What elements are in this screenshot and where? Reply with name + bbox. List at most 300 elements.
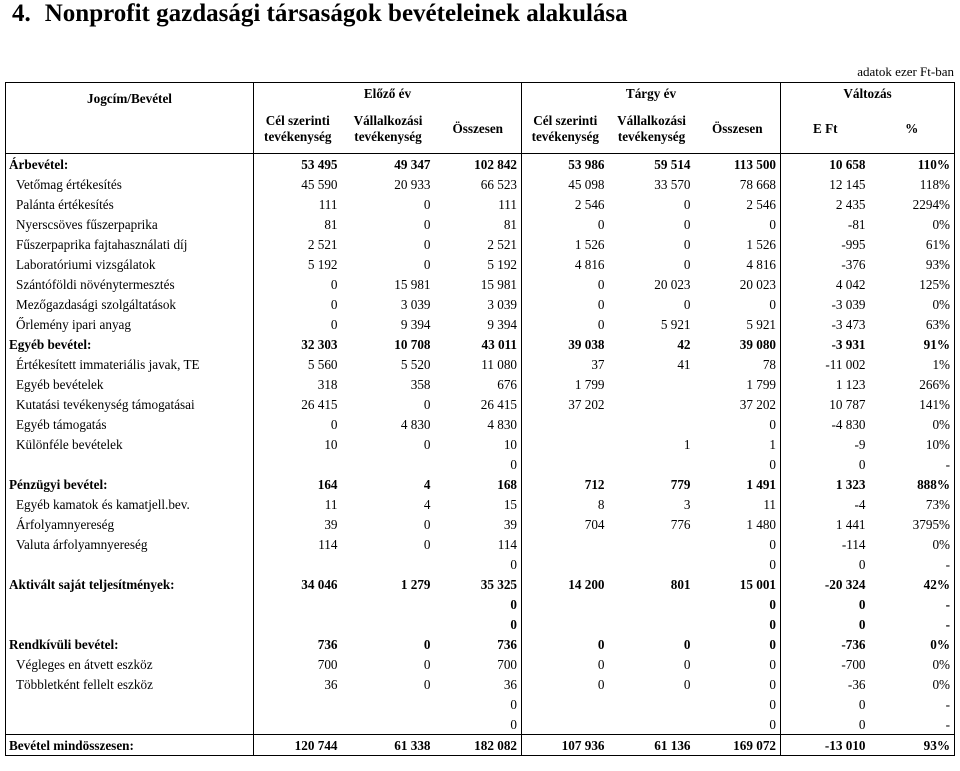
cell-prev-total: 111 bbox=[435, 194, 522, 214]
cell-change-eft: -13 010 bbox=[781, 735, 870, 756]
cell-curr-total: 169 072 bbox=[695, 735, 781, 756]
cell-change-eft: 12 145 bbox=[829, 176, 866, 192]
row-label: Egyéb kamatok és kamatjell.bev. bbox=[6, 494, 254, 514]
row-label: Végleges en átvett eszköz bbox=[6, 654, 254, 674]
cell-change-pct: - bbox=[870, 454, 955, 474]
cell-prev-vall: 4 830 bbox=[400, 416, 431, 432]
revenue-table bbox=[5, 82, 955, 756]
cell-prev-total: 39 bbox=[435, 514, 522, 534]
cell-change-pct: 0% bbox=[870, 294, 955, 314]
cell-curr-cel: 14 200 bbox=[568, 576, 605, 592]
cell-curr-cel: 45 098 bbox=[568, 176, 605, 192]
table-row bbox=[6, 614, 955, 634]
cell-prev-total: 5 192 bbox=[435, 254, 522, 274]
table-row bbox=[6, 554, 955, 574]
cell-prev-cel: 10 bbox=[324, 436, 338, 452]
cell-curr-vall: 801 bbox=[670, 576, 691, 592]
cell-curr-vall: 0 bbox=[683, 256, 691, 272]
table-row bbox=[6, 374, 955, 394]
cell-prev-cel bbox=[254, 694, 342, 714]
cell-curr-cel bbox=[522, 434, 609, 454]
row-label bbox=[6, 454, 254, 474]
cell-change-pct: 0% bbox=[870, 534, 955, 554]
cell-curr-cel bbox=[522, 534, 609, 554]
row-label: Egyéb bevétel: bbox=[6, 334, 254, 354]
header-curr-vall: Vállalkozási tevékenység bbox=[609, 105, 695, 154]
header-prev-cel: Cél szerinti tevékenység bbox=[254, 105, 342, 154]
cell-change-pct: 888% bbox=[870, 474, 955, 494]
cell-change-eft: -36 bbox=[847, 676, 866, 692]
cell-curr-total: 1 526 bbox=[695, 234, 781, 254]
cell-curr-total: 0 bbox=[695, 554, 781, 574]
cell-prev-cel: 164 bbox=[317, 476, 338, 492]
cell-prev-total: 0 bbox=[435, 594, 522, 614]
cell-prev-cel: 26 415 bbox=[301, 396, 338, 412]
cell-curr-total: 0 bbox=[695, 674, 781, 694]
cell-curr-cel: 0 bbox=[597, 316, 605, 332]
cell-change-eft: 0 bbox=[858, 456, 866, 472]
cell-curr-vall: 779 bbox=[670, 476, 691, 492]
cell-curr-cel: 39 038 bbox=[568, 336, 605, 352]
cell-curr-vall: 0 bbox=[683, 296, 691, 312]
cell-curr-total: 4 816 bbox=[695, 254, 781, 274]
cell-prev-cel: 34 046 bbox=[301, 576, 338, 592]
cell-change-eft: 0 bbox=[858, 716, 866, 732]
cell-curr-total: 37 202 bbox=[695, 394, 781, 414]
row-label: Fűszerpaprika fajtahasználati díj bbox=[6, 234, 254, 254]
cell-prev-cel: 36 bbox=[324, 676, 338, 692]
cell-curr-vall: 41 bbox=[677, 356, 691, 372]
cell-prev-vall bbox=[342, 694, 435, 714]
cell-prev-total: 43 011 bbox=[435, 334, 522, 354]
cell-prev-vall: 0 bbox=[423, 196, 431, 212]
cell-change-eft: -376 bbox=[841, 256, 866, 272]
cell-change-eft: 4 042 bbox=[835, 276, 866, 292]
cell-prev-cel bbox=[254, 454, 342, 474]
cell-curr-vall: 0 bbox=[683, 656, 691, 672]
cell-prev-total: 10 bbox=[435, 434, 522, 454]
cell-prev-vall: 0 bbox=[423, 676, 431, 692]
cell-curr-cel: 0 bbox=[597, 636, 605, 652]
cell-change-pct: - bbox=[870, 594, 955, 614]
cell-change-pct: 10% bbox=[870, 434, 955, 454]
table-row bbox=[6, 314, 955, 334]
cell-curr-cel bbox=[522, 594, 609, 614]
table-row bbox=[6, 454, 955, 474]
cell-curr-total: 1 799 bbox=[695, 374, 781, 394]
row-label bbox=[6, 694, 254, 714]
cell-prev-vall bbox=[342, 714, 435, 735]
row-label: Egyéb támogatás bbox=[6, 414, 254, 434]
row-label: Egyéb bevételek bbox=[6, 374, 254, 394]
table-row bbox=[6, 274, 955, 294]
cell-change-eft: 0 bbox=[858, 696, 866, 712]
cell-prev-vall: 61 338 bbox=[342, 735, 435, 756]
cell-curr-total: 113 500 bbox=[695, 154, 781, 175]
cell-curr-cel: 0 bbox=[597, 296, 605, 312]
cell-prev-total: 0 bbox=[435, 554, 522, 574]
header-prev-total: Összesen bbox=[435, 105, 522, 154]
cell-prev-cel: 0 bbox=[330, 296, 338, 312]
cell-curr-total: 2 546 bbox=[695, 194, 781, 214]
cell-change-eft: 1 323 bbox=[835, 476, 866, 492]
cell-prev-vall: 0 bbox=[423, 236, 431, 252]
cell-prev-total: 26 415 bbox=[435, 394, 522, 414]
page-title bbox=[12, 0, 628, 28]
cell-curr-total: 1 480 bbox=[695, 514, 781, 534]
table-row bbox=[6, 674, 955, 694]
cell-curr-vall: 42 bbox=[677, 336, 691, 352]
table-row bbox=[6, 334, 955, 354]
cell-prev-cel bbox=[254, 554, 342, 574]
row-label: Vetőmag értékesítés bbox=[6, 174, 254, 194]
cell-prev-cel bbox=[254, 594, 342, 614]
cell-prev-vall: 20 933 bbox=[394, 176, 431, 192]
cell-prev-vall: 15 981 bbox=[394, 276, 431, 292]
cell-change-pct: 93% bbox=[870, 254, 955, 274]
cell-prev-total: 168 bbox=[435, 474, 522, 494]
cell-prev-total: 35 325 bbox=[435, 574, 522, 594]
cell-change-pct: 0% bbox=[870, 654, 955, 674]
cell-change-eft: -700 bbox=[841, 656, 866, 672]
cell-change-pct: - bbox=[870, 714, 955, 735]
table-row bbox=[6, 174, 955, 194]
table-row bbox=[6, 394, 955, 414]
cell-change-pct: 266% bbox=[870, 374, 955, 394]
row-label bbox=[6, 594, 254, 614]
cell-curr-cel bbox=[522, 414, 609, 434]
cell-prev-total: 676 bbox=[435, 374, 522, 394]
cell-prev-vall bbox=[342, 594, 435, 614]
cell-prev-cel: 53 495 bbox=[301, 156, 338, 172]
cell-prev-cel bbox=[254, 614, 342, 634]
cell-prev-vall: 4 bbox=[423, 476, 431, 492]
cell-prev-total: 9 394 bbox=[435, 314, 522, 334]
cell-curr-total: 39 080 bbox=[695, 334, 781, 354]
cell-prev-vall: 49 347 bbox=[394, 156, 431, 172]
cell-prev-cel: 0 bbox=[330, 416, 338, 432]
cell-change-eft: 1 441 bbox=[835, 516, 866, 532]
table-row bbox=[6, 254, 955, 274]
row-label: Különféle bevételek bbox=[6, 434, 254, 454]
cell-prev-vall: 3 039 bbox=[400, 296, 431, 312]
cell-prev-vall: 0 bbox=[423, 256, 431, 272]
table-row bbox=[6, 354, 955, 374]
cell-change-eft: 1 123 bbox=[835, 376, 866, 392]
cell-prev-cel: 5 560 bbox=[307, 356, 338, 372]
cell-change-pct: 73% bbox=[870, 494, 955, 514]
cell-prev-cel: 318 bbox=[317, 376, 338, 392]
header-change-pct: % bbox=[870, 105, 955, 154]
cell-curr-vall bbox=[609, 714, 695, 735]
row-label: Kutatási tevékenység támogatásai bbox=[6, 394, 254, 414]
row-label: Rendkívüli bevétel: bbox=[6, 634, 254, 654]
row-label: Értékesített immateriális javak, TE bbox=[6, 354, 254, 374]
table-row bbox=[6, 294, 955, 314]
cell-prev-total: 102 842 bbox=[435, 154, 522, 175]
cell-change-pct: 0% bbox=[870, 674, 955, 694]
cell-curr-total: 0 bbox=[695, 614, 781, 634]
cell-prev-cel: 32 303 bbox=[301, 336, 338, 352]
cell-prev-total: 114 bbox=[435, 534, 522, 554]
cell-prev-vall: 4 bbox=[423, 496, 431, 512]
cell-curr-total: 0 bbox=[695, 414, 781, 434]
cell-change-eft: -4 bbox=[854, 496, 866, 512]
cell-change-eft: 10 787 bbox=[829, 396, 866, 412]
header-group-prev-year: Előző év bbox=[254, 83, 522, 106]
table-row bbox=[6, 234, 955, 254]
cell-curr-cel: 0 bbox=[597, 276, 605, 292]
cell-prev-vall: 1 279 bbox=[400, 576, 431, 592]
header-group-change: Változás bbox=[781, 83, 955, 106]
title-text: Nonprofit gazdasági társaságok bevételeinek alakulása bbox=[44, 0, 628, 27]
cell-curr-cel bbox=[522, 714, 609, 735]
cell-prev-vall: 358 bbox=[410, 376, 431, 392]
cell-prev-cel: 81 bbox=[324, 216, 338, 232]
cell-change-eft: -3 039 bbox=[831, 296, 866, 312]
cell-prev-cel: 736 bbox=[317, 636, 338, 652]
cell-prev-total: 11 080 bbox=[435, 354, 522, 374]
cell-change-pct: 125% bbox=[870, 274, 955, 294]
cell-change-pct: 61% bbox=[870, 234, 955, 254]
cell-prev-total: 36 bbox=[435, 674, 522, 694]
cell-curr-vall bbox=[609, 394, 695, 414]
cell-change-pct: 63% bbox=[870, 314, 955, 334]
cell-curr-vall: 0 bbox=[683, 236, 691, 252]
cell-prev-total: 700 bbox=[435, 654, 522, 674]
cell-curr-total: 0 bbox=[695, 534, 781, 554]
cell-prev-cel: 0 bbox=[330, 276, 338, 292]
cell-curr-total: 5 921 bbox=[695, 314, 781, 334]
row-label: Többletként fellelt eszköz bbox=[6, 674, 254, 694]
cell-prev-vall bbox=[342, 614, 435, 634]
cell-curr-vall: 0 bbox=[683, 676, 691, 692]
cell-prev-cel: 2 521 bbox=[307, 236, 338, 252]
cell-curr-cel: 1 799 bbox=[574, 376, 605, 392]
cell-curr-vall bbox=[609, 414, 695, 434]
row-label bbox=[6, 714, 254, 735]
cell-curr-vall: 5 921 bbox=[660, 316, 691, 332]
cell-change-eft: 10 658 bbox=[829, 156, 866, 172]
cell-curr-cel: 0 bbox=[597, 656, 605, 672]
row-label bbox=[6, 614, 254, 634]
header-prev-vall: Vállalkozási tevékenység bbox=[342, 105, 435, 154]
cell-curr-total: 1 bbox=[695, 434, 781, 454]
cell-change-pct: 110% bbox=[870, 154, 955, 175]
cell-curr-total: 0 bbox=[695, 294, 781, 314]
cell-curr-vall bbox=[609, 594, 695, 614]
cell-prev-vall bbox=[342, 454, 435, 474]
cell-prev-vall bbox=[342, 554, 435, 574]
row-label: Laboratóriumi vizsgálatok bbox=[6, 254, 254, 274]
cell-curr-vall bbox=[609, 534, 695, 554]
cell-change-pct: 141% bbox=[870, 394, 955, 414]
cell-curr-total: 0 bbox=[695, 714, 781, 735]
cell-prev-cel: 45 590 bbox=[301, 176, 338, 192]
cell-curr-cel: 37 202 bbox=[568, 396, 605, 412]
table-row bbox=[6, 414, 955, 434]
title-number: 4. bbox=[12, 0, 31, 27]
cell-curr-total: 15 001 bbox=[695, 574, 781, 594]
cell-curr-vall bbox=[609, 374, 695, 394]
cell-curr-cel bbox=[522, 454, 609, 474]
cell-change-eft: -995 bbox=[841, 236, 866, 252]
cell-prev-vall: 5 520 bbox=[400, 356, 431, 372]
cell-curr-cel: 2 546 bbox=[574, 196, 605, 212]
row-label: Bevétel mindösszesen: bbox=[6, 735, 254, 756]
table-row bbox=[6, 474, 955, 494]
cell-prev-cel: 111 bbox=[318, 196, 338, 212]
cell-change-pct: - bbox=[870, 694, 955, 714]
table-row bbox=[6, 214, 955, 234]
table-row bbox=[6, 694, 955, 714]
cell-prev-vall: 0 bbox=[423, 656, 431, 672]
cell-curr-total: 0 bbox=[695, 694, 781, 714]
cell-change-eft: 2 435 bbox=[835, 196, 866, 212]
cell-prev-total: 3 039 bbox=[435, 294, 522, 314]
cell-change-pct: 91% bbox=[870, 334, 955, 354]
cell-curr-cel: 712 bbox=[584, 476, 605, 492]
table-row bbox=[6, 434, 955, 454]
header-change-eft: E Ft bbox=[781, 105, 870, 154]
cell-curr-vall: 1 bbox=[683, 436, 691, 452]
cell-curr-total: 11 bbox=[695, 494, 781, 514]
row-label: Őrlemény ipari anyag bbox=[6, 314, 254, 334]
cell-change-pct: 1% bbox=[870, 354, 955, 374]
cell-change-pct: 0% bbox=[870, 634, 955, 654]
row-label: Szántóföldi növénytermesztés bbox=[6, 274, 254, 294]
cell-change-eft: -11 002 bbox=[825, 356, 866, 372]
cell-prev-total: 0 bbox=[435, 614, 522, 634]
row-label: Valuta árfolyamnyereség bbox=[6, 534, 254, 554]
cell-change-pct: 2294% bbox=[870, 194, 955, 214]
table-row bbox=[6, 574, 955, 594]
cell-change-eft: 0 bbox=[858, 556, 866, 572]
cell-change-eft: -3 473 bbox=[831, 316, 866, 332]
cell-curr-vall: 20 023 bbox=[654, 276, 691, 292]
row-label: Árbevétel: bbox=[6, 154, 254, 175]
table-row bbox=[6, 634, 955, 654]
cell-curr-vall: 33 570 bbox=[654, 176, 691, 192]
cell-change-eft: -9 bbox=[854, 436, 866, 452]
cell-change-eft: 0 bbox=[858, 616, 866, 632]
cell-curr-cel: 53 986 bbox=[568, 156, 605, 172]
cell-change-pct: 93% bbox=[870, 735, 955, 756]
cell-change-eft: -4 830 bbox=[831, 416, 866, 432]
cell-prev-total: 4 830 bbox=[435, 414, 522, 434]
cell-curr-cel: 0 bbox=[597, 216, 605, 232]
cell-change-pct: 42% bbox=[870, 574, 955, 594]
cell-curr-total: 1 491 bbox=[695, 474, 781, 494]
cell-change-pct: 0% bbox=[870, 414, 955, 434]
cell-prev-cel: 114 bbox=[318, 536, 338, 552]
cell-prev-vall: 0 bbox=[423, 216, 431, 232]
cell-change-pct: 0% bbox=[870, 214, 955, 234]
header-group-current-year: Tárgy év bbox=[522, 83, 781, 106]
cell-prev-total: 15 bbox=[435, 494, 522, 514]
table-row bbox=[6, 194, 955, 214]
cell-curr-vall bbox=[609, 454, 695, 474]
cell-prev-total: 0 bbox=[435, 454, 522, 474]
cell-curr-vall: 3 bbox=[683, 496, 691, 512]
row-label: Árfolyamnyereség bbox=[6, 514, 254, 534]
cell-prev-cel: 5 192 bbox=[307, 256, 338, 272]
cell-prev-vall: 0 bbox=[423, 536, 431, 552]
table-row bbox=[6, 654, 955, 674]
cell-curr-vall: 0 bbox=[683, 636, 691, 652]
cell-prev-cel bbox=[254, 714, 342, 735]
cell-curr-cel: 704 bbox=[584, 516, 605, 532]
header-curr-cel: Cél szerinti tevékenység bbox=[522, 105, 609, 154]
row-label: Pénzügyi bevétel: bbox=[6, 474, 254, 494]
row-label: Mezőgazdasági szolgáltatások bbox=[6, 294, 254, 314]
cell-prev-cel: 39 bbox=[324, 516, 338, 532]
cell-curr-cel bbox=[522, 614, 609, 634]
cell-prev-total: 0 bbox=[435, 714, 522, 735]
cell-change-eft: -20 324 bbox=[824, 576, 866, 592]
cell-change-eft: -114 bbox=[841, 536, 866, 552]
cell-curr-total: 0 bbox=[695, 654, 781, 674]
cell-curr-cel: 8 bbox=[597, 496, 605, 512]
cell-prev-vall: 0 bbox=[423, 516, 431, 532]
cell-curr-vall bbox=[609, 554, 695, 574]
row-label bbox=[6, 554, 254, 574]
header-curr-total: Összesen bbox=[695, 105, 781, 154]
cell-curr-total: 0 bbox=[695, 454, 781, 474]
table-row bbox=[6, 594, 955, 614]
cell-prev-cel: 120 744 bbox=[254, 735, 342, 756]
cell-prev-vall: 9 394 bbox=[400, 316, 431, 332]
cell-prev-total: 2 521 bbox=[435, 234, 522, 254]
table-row bbox=[6, 534, 955, 554]
cell-prev-total: 15 981 bbox=[435, 274, 522, 294]
cell-prev-total: 182 082 bbox=[435, 735, 522, 756]
cell-change-eft: -81 bbox=[847, 216, 866, 232]
cell-prev-vall: 0 bbox=[423, 396, 431, 412]
cell-change-pct: 118% bbox=[870, 174, 955, 194]
cell-curr-vall: 0 bbox=[683, 216, 691, 232]
cell-curr-cel: 107 936 bbox=[522, 735, 609, 756]
row-label: Aktivált saját teljesítmények: bbox=[6, 574, 254, 594]
table-row bbox=[6, 514, 955, 534]
cell-prev-vall: 10 708 bbox=[394, 336, 431, 352]
cell-prev-vall: 0 bbox=[423, 636, 431, 652]
table-body bbox=[6, 154, 955, 756]
table-row bbox=[6, 154, 955, 175]
cell-change-pct: - bbox=[870, 614, 955, 634]
cell-curr-vall: 0 bbox=[683, 196, 691, 212]
cell-curr-vall bbox=[609, 694, 695, 714]
table-row bbox=[6, 714, 955, 735]
cell-prev-total: 66 523 bbox=[435, 174, 522, 194]
cell-curr-cel: 4 816 bbox=[574, 256, 605, 272]
cell-change-pct: 3795% bbox=[870, 514, 955, 534]
cell-curr-vall bbox=[609, 614, 695, 634]
cell-curr-cel: 37 bbox=[591, 356, 605, 372]
table-row bbox=[6, 494, 955, 514]
cell-curr-cel bbox=[522, 694, 609, 714]
cell-curr-total: 0 bbox=[695, 594, 781, 614]
row-label: Nyerscsöves fűszerpaprika bbox=[6, 214, 254, 234]
cell-curr-total: 20 023 bbox=[695, 274, 781, 294]
cell-curr-total: 78 668 bbox=[695, 174, 781, 194]
cell-change-pct: - bbox=[870, 554, 955, 574]
cell-prev-vall: 0 bbox=[423, 436, 431, 452]
cell-curr-total: 0 bbox=[695, 214, 781, 234]
unit-note: adatok ezer Ft-ban bbox=[857, 64, 954, 79]
cell-prev-cel: 0 bbox=[330, 316, 338, 332]
cell-curr-vall: 776 bbox=[670, 516, 691, 532]
